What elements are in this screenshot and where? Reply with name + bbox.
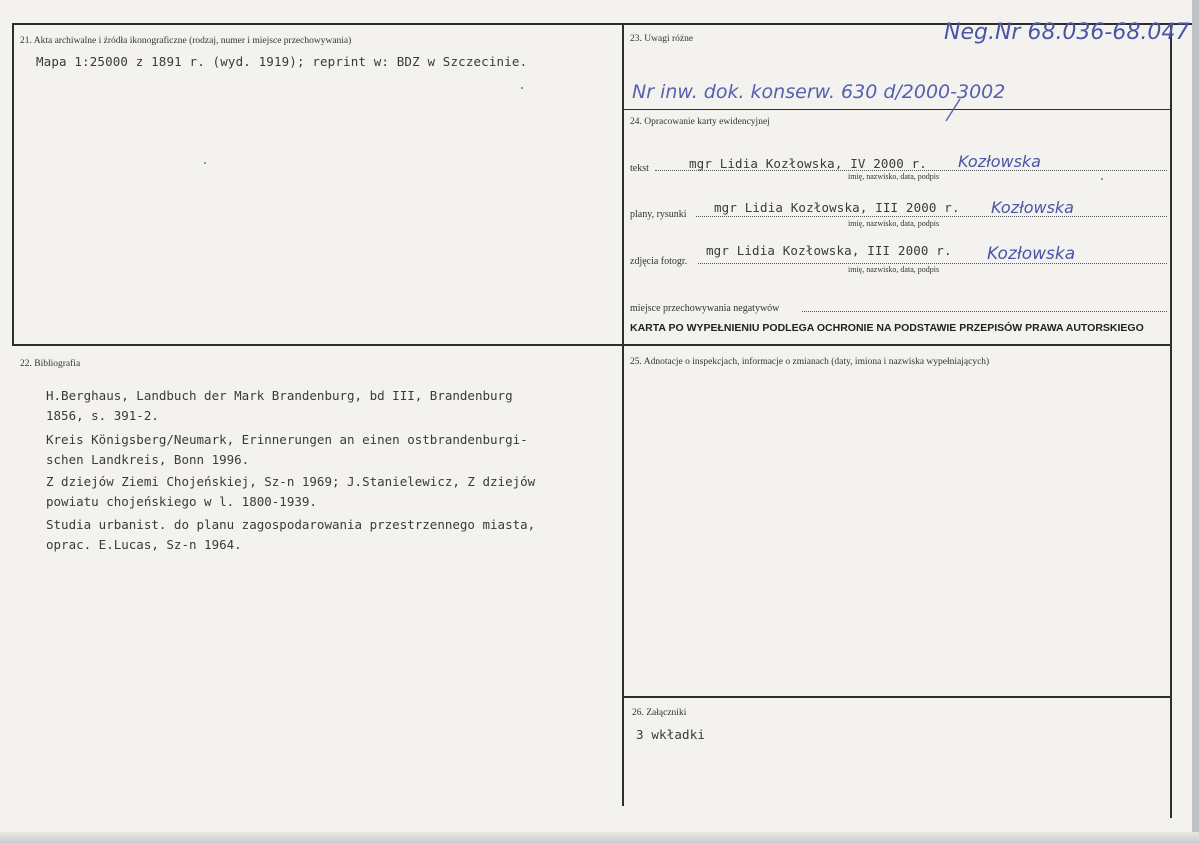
bibliography-entry-2-line2: schen Landkreis, Bonn 1996.: [46, 452, 250, 467]
tekst-signature: Kozłowska: [958, 152, 1041, 171]
bibliography-entry-2-line1: Kreis Königsberg/Neumark, Erinnerungen an einen ostbrandenburgi-: [46, 432, 528, 447]
section26-label: 26. Załączniki: [632, 708, 687, 718]
bibliography-entry-1-line2: 1856, s. 391-2.: [46, 408, 159, 423]
right-rule: [1170, 23, 1172, 818]
section23-label: 23. Uwagi różne: [630, 34, 694, 44]
zdjecia-signature: Kozłowska: [987, 244, 1076, 264]
negatives-dotted-line: [802, 311, 1167, 312]
bibliography-list-4: [46, 515, 616, 555]
section26-top-rule: [622, 696, 1170, 698]
negatives-label: miejsce przechowywania negatywów: [630, 303, 780, 314]
zdjecia-sub-label: imię, nazwisko, data, podpis: [848, 265, 940, 274]
paper-speck-2: [204, 162, 206, 164]
scan-edge-bottom: [0, 832, 1199, 843]
tekst-label: tekst: [630, 163, 649, 174]
bibliography-entry-3-line1: Z dziejów Ziemi Chojeńskiej, Sz-n 1969; J.Stanielewicz, Z dziejów: [46, 474, 536, 489]
mid-left-rule: [12, 344, 623, 346]
scan-edge-right: [1192, 0, 1199, 843]
handwritten-slash-mark: [940, 97, 970, 125]
zdjecia-label: zdjęcia fotogr.: [630, 256, 688, 267]
section22-label: 22. Bibliografia: [20, 359, 81, 369]
copyright-notice: KARTA PO WYPEŁNIENIU PODLEGA OCHRONIE NA PODSTAWIE PRZEPISÓW PRAWA AUTORSKIEGO: [630, 322, 1144, 334]
paper-speck-3: [1101, 178, 1103, 180]
plany-sub-label: imię, nazwisko, data, podpis: [848, 219, 940, 228]
plany-value: mgr Lidia Kozłowska, III 2000 r.: [714, 200, 960, 215]
left-rule: [12, 23, 14, 344]
zdjecia-value: mgr Lidia Kozłowska, III 2000 r.: [706, 243, 952, 258]
tekst-value: mgr Lidia Kozłowska, IV 2000 r.: [689, 156, 927, 171]
bibliography-entry-4-line2: oprac. E.Lucas, Sz-n 1964.: [46, 537, 242, 552]
section21-label: 21. Akta archiwalne i źródła ikonograficzne (rodzaj, numer i miejsce przechowywania): [20, 36, 352, 46]
bibliography-entry-4-line1: Studia urbanist. do planu zagospodarowania przestrzennego miasta,: [46, 517, 536, 532]
section25-label: 25. Adnotacje o inspekcjach, informacje o zmianach (daty, imiona i nazwiska wypełniających): [630, 357, 990, 367]
mid-right-rule: [622, 344, 1170, 346]
center-rule: [622, 23, 624, 806]
section24-top-rule: [622, 109, 1170, 110]
zdjecia-dotted-line: [698, 263, 1167, 264]
plany-signature: Kozłowska: [991, 198, 1074, 217]
bibliography-entry-3-line2: powiatu chojeńskiego w l. 1800-1939.: [46, 494, 317, 509]
bibliography-list-2: [46, 430, 616, 470]
section26-text: 3 wkładki: [636, 727, 706, 742]
bibliography-list-3: [46, 472, 616, 512]
paper-speck: [521, 87, 523, 89]
tekst-sub-label: imię, nazwisko, data, podpis: [848, 172, 940, 181]
section21-text: Mapa 1:25000 z 1891 r. (wyd. 1919); reprint w: BDZ w Szczecinie.: [36, 54, 528, 69]
bibliography-entry-1-line1: H.Berghaus, Landbuch der Mark Brandenburg, bd III, Brandenburg: [46, 388, 513, 403]
plany-dotted-line: [696, 216, 1167, 217]
handwritten-negative-number: Neg.Nr 68.036-68.047: [944, 20, 1190, 45]
section24-label: 24. Opracowanie karty ewidencyjnej: [630, 117, 770, 127]
plany-label: plany, rysunki: [630, 209, 687, 220]
handwritten-inventory-number: Nr inw. dok. konserw. 630 d/2000-3002: [632, 81, 1006, 103]
bibliography-list: [46, 386, 616, 426]
